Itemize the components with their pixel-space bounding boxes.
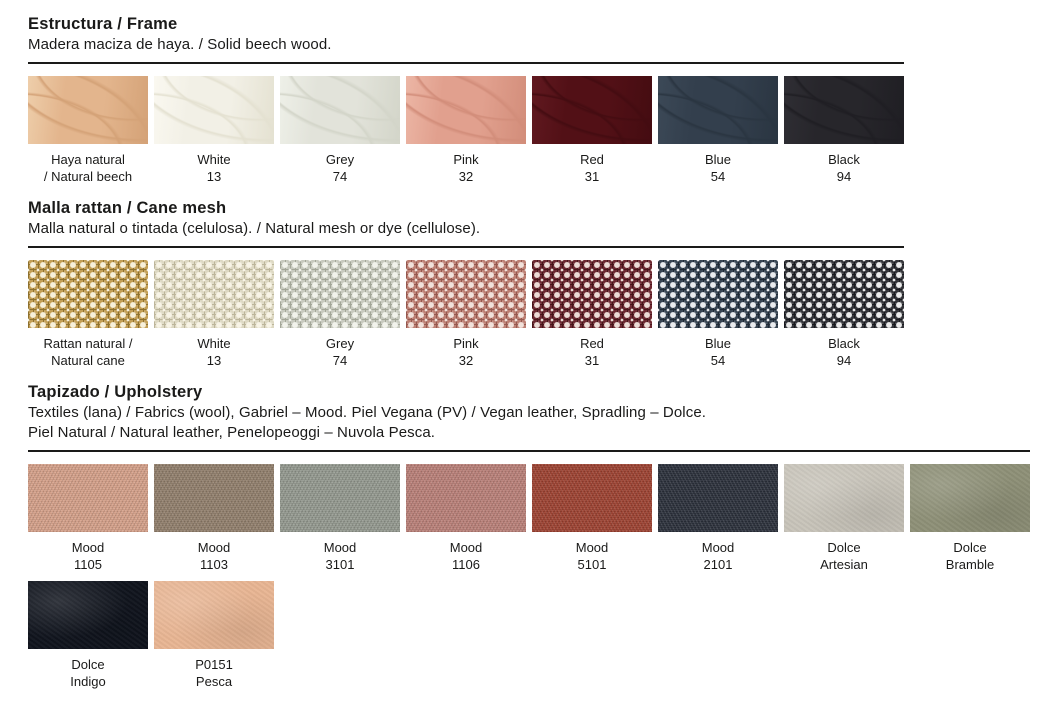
swatch-label <box>28 335 148 369</box>
swatch-chip-dolce-indigo <box>28 581 148 649</box>
swatch-label <box>28 539 148 573</box>
swatch-label <box>658 335 778 369</box>
swatch-label-line: Mood <box>197 540 231 555</box>
section-title-upholstery: Tapizado / Upholstery <box>28 383 203 401</box>
swatch-mood-1106 <box>406 464 526 573</box>
swatch-label-line: White <box>197 336 231 351</box>
swatch-label-line: Pesca <box>195 674 233 689</box>
section-cane-mesh <box>28 199 1063 369</box>
swatch-label-line: Grey <box>325 152 355 167</box>
swatch-label-line: Mood <box>323 540 357 555</box>
swatch-chip-red-31 <box>532 76 652 144</box>
swatch-rattan-natural-natural-cane <box>28 260 148 369</box>
swatch-label-line: Red <box>580 336 604 351</box>
section-title-frame: Estructura / Frame <box>28 15 178 33</box>
swatch-label-line: Mood <box>701 540 735 555</box>
swatch-chip-blue-54 <box>658 76 778 144</box>
swatch-label-line: 13 <box>206 169 222 184</box>
swatch-grey-74 <box>280 76 400 185</box>
section-divider <box>28 62 904 64</box>
section-upholstery <box>28 383 1063 690</box>
swatch-label-line: Dolce <box>827 540 861 555</box>
swatch-red-31 <box>532 76 652 185</box>
swatch-chip-grey-74 <box>280 76 400 144</box>
swatch-label <box>28 656 148 690</box>
swatch-label-line: 1103 <box>200 557 228 572</box>
swatch-black-94 <box>784 76 904 185</box>
swatch-label-line: Natural cane <box>51 353 125 368</box>
swatch-label-line: Mood <box>71 540 105 555</box>
swatch-red-31 <box>532 260 652 369</box>
section-divider <box>28 246 904 248</box>
swatch-label-line: 94 <box>836 353 852 368</box>
swatch-chip-dolce-bramble <box>910 464 1030 532</box>
swatch-label <box>532 539 652 573</box>
swatch-label-line: Blue <box>704 152 732 167</box>
swatch-label <box>784 335 904 369</box>
swatch-chip-black-94 <box>784 76 904 144</box>
swatch-label <box>406 539 526 573</box>
swatch-label-line: 54 <box>710 353 726 368</box>
section-subtitle-line: Piel Natural / Natural leather, Penelopeoggi – Nuvola Pesca. <box>28 424 436 441</box>
swatch-label-line: Black <box>828 336 860 351</box>
swatch-chip-white-13 <box>154 260 274 328</box>
swatch-label <box>784 539 904 573</box>
swatch-label <box>154 539 274 573</box>
swatch-dolce-bramble <box>910 464 1030 573</box>
swatch-mood-2101 <box>658 464 778 573</box>
swatch-pink-32 <box>406 76 526 185</box>
swatch-label-line: Dolce <box>71 657 105 672</box>
swatch-row <box>28 464 1030 690</box>
swatch-row <box>28 260 1030 369</box>
swatch-label <box>658 151 778 185</box>
swatch-chip-p0151-pesca <box>154 581 274 649</box>
swatch-blue-54 <box>658 76 778 185</box>
swatch-chip-blue-54 <box>658 260 778 328</box>
section-title-cane-mesh: Malla rattan / Cane mesh <box>28 199 227 217</box>
swatch-dolce-indigo <box>28 581 148 690</box>
swatch-label-line: 31 <box>584 169 600 184</box>
swatch-label-line: 94 <box>836 169 852 184</box>
swatch-black-94 <box>784 260 904 369</box>
swatch-label <box>280 539 400 573</box>
swatch-white-13 <box>154 76 274 185</box>
swatch-chip-mood-2101 <box>658 464 778 532</box>
section-subtitle <box>28 35 1063 55</box>
swatch-label-line: Rattan natural / <box>43 336 133 351</box>
swatch-chip-white-13 <box>154 76 274 144</box>
swatch-label-line: Blue <box>704 336 732 351</box>
swatch-label-line: 3101 <box>325 557 355 572</box>
section-subtitle <box>28 219 1063 239</box>
swatch-label-line: 13 <box>206 353 222 368</box>
swatch-label <box>910 539 1030 573</box>
section-subtitle <box>28 403 1063 443</box>
swatch-mood-3101 <box>280 464 400 573</box>
swatch-mood-1103 <box>154 464 274 573</box>
swatch-blue-54 <box>658 260 778 369</box>
swatch-chip-grey-74 <box>280 260 400 328</box>
swatch-label-line: Haya natural <box>51 152 125 167</box>
swatch-label-line: 1105 <box>74 557 102 572</box>
swatch-label-line: / Natural beech <box>43 169 133 184</box>
swatch-label-line: Red <box>580 152 604 167</box>
swatch-label <box>532 335 652 369</box>
swatch-label <box>658 539 778 573</box>
swatch-label-line: 74 <box>332 353 348 368</box>
swatch-label <box>532 151 652 185</box>
swatch-label <box>406 151 526 185</box>
swatch-chip-haya-natural-natural-beech <box>28 76 148 144</box>
swatch-chip-mood-3101 <box>280 464 400 532</box>
swatch-label-line: Bramble <box>945 557 995 572</box>
swatch-label <box>28 151 148 185</box>
swatch-label-line: Mood <box>575 540 609 555</box>
swatch-label <box>280 335 400 369</box>
swatch-label-line: 31 <box>584 353 600 368</box>
swatch-mood-5101 <box>532 464 652 573</box>
swatch-label <box>784 151 904 185</box>
swatch-label-line: 74 <box>332 169 348 184</box>
swatch-chip-mood-5101 <box>532 464 652 532</box>
section-frame <box>28 15 1063 185</box>
swatch-chip-dolce-artesian <box>784 464 904 532</box>
swatch-chip-rattan-natural-natural-cane <box>28 260 148 328</box>
swatch-label-line: Pink <box>453 336 479 351</box>
swatch-label <box>406 335 526 369</box>
swatch-label-line: 32 <box>458 353 474 368</box>
swatch-label-line: P0151 <box>195 657 233 672</box>
swatch-chip-mood-1106 <box>406 464 526 532</box>
swatch-chip-pink-32 <box>406 260 526 328</box>
swatch-label-line: 1106 <box>452 557 480 572</box>
swatch-label-line: 54 <box>710 169 726 184</box>
swatch-label-line: Artesian <box>820 557 868 572</box>
swatch-label <box>154 151 274 185</box>
swatch-chip-mood-1105 <box>28 464 148 532</box>
swatch-label-line: Dolce <box>953 540 987 555</box>
swatch-label-line: Pink <box>453 152 479 167</box>
swatch-mood-1105 <box>28 464 148 573</box>
section-subtitle-line: Madera maciza de haya. / Solid beech wood. <box>28 36 332 53</box>
swatch-label-line: Indigo <box>70 674 106 689</box>
swatch-dolce-artesian <box>784 464 904 573</box>
swatch-chip-mood-1103 <box>154 464 274 532</box>
swatch-label-line: White <box>197 152 231 167</box>
swatch-label <box>154 656 274 690</box>
swatch-chip-pink-32 <box>406 76 526 144</box>
section-subtitle-line: Textiles (lana) / Fabrics (wool), Gabriel – Mood. Piel Vegana (PV) / Vegan leather, Spradling – Dolce. <box>28 404 707 421</box>
swatch-row <box>28 76 1030 185</box>
swatch-label-line: 2101 <box>703 557 733 572</box>
swatch-label-line: 32 <box>458 169 474 184</box>
section-divider <box>28 450 1030 452</box>
swatch-label-line: Mood <box>449 540 483 555</box>
swatch-grey-74 <box>280 260 400 369</box>
swatch-pink-32 <box>406 260 526 369</box>
swatch-p0151-pesca <box>154 581 274 690</box>
swatch-label-line: Black <box>828 152 860 167</box>
swatch-label <box>280 151 400 185</box>
swatch-chip-red-31 <box>532 260 652 328</box>
section-subtitle-line: Malla natural o tintada (celulosa). / Natural mesh or dye (cellulose). <box>28 220 481 237</box>
swatch-label-line: Grey <box>325 336 355 351</box>
swatch-chip-black-94 <box>784 260 904 328</box>
swatch-label-line: 5101 <box>577 557 607 572</box>
swatch-white-13 <box>154 260 274 369</box>
swatch-label <box>154 335 274 369</box>
swatch-haya-natural-natural-beech <box>28 76 148 185</box>
